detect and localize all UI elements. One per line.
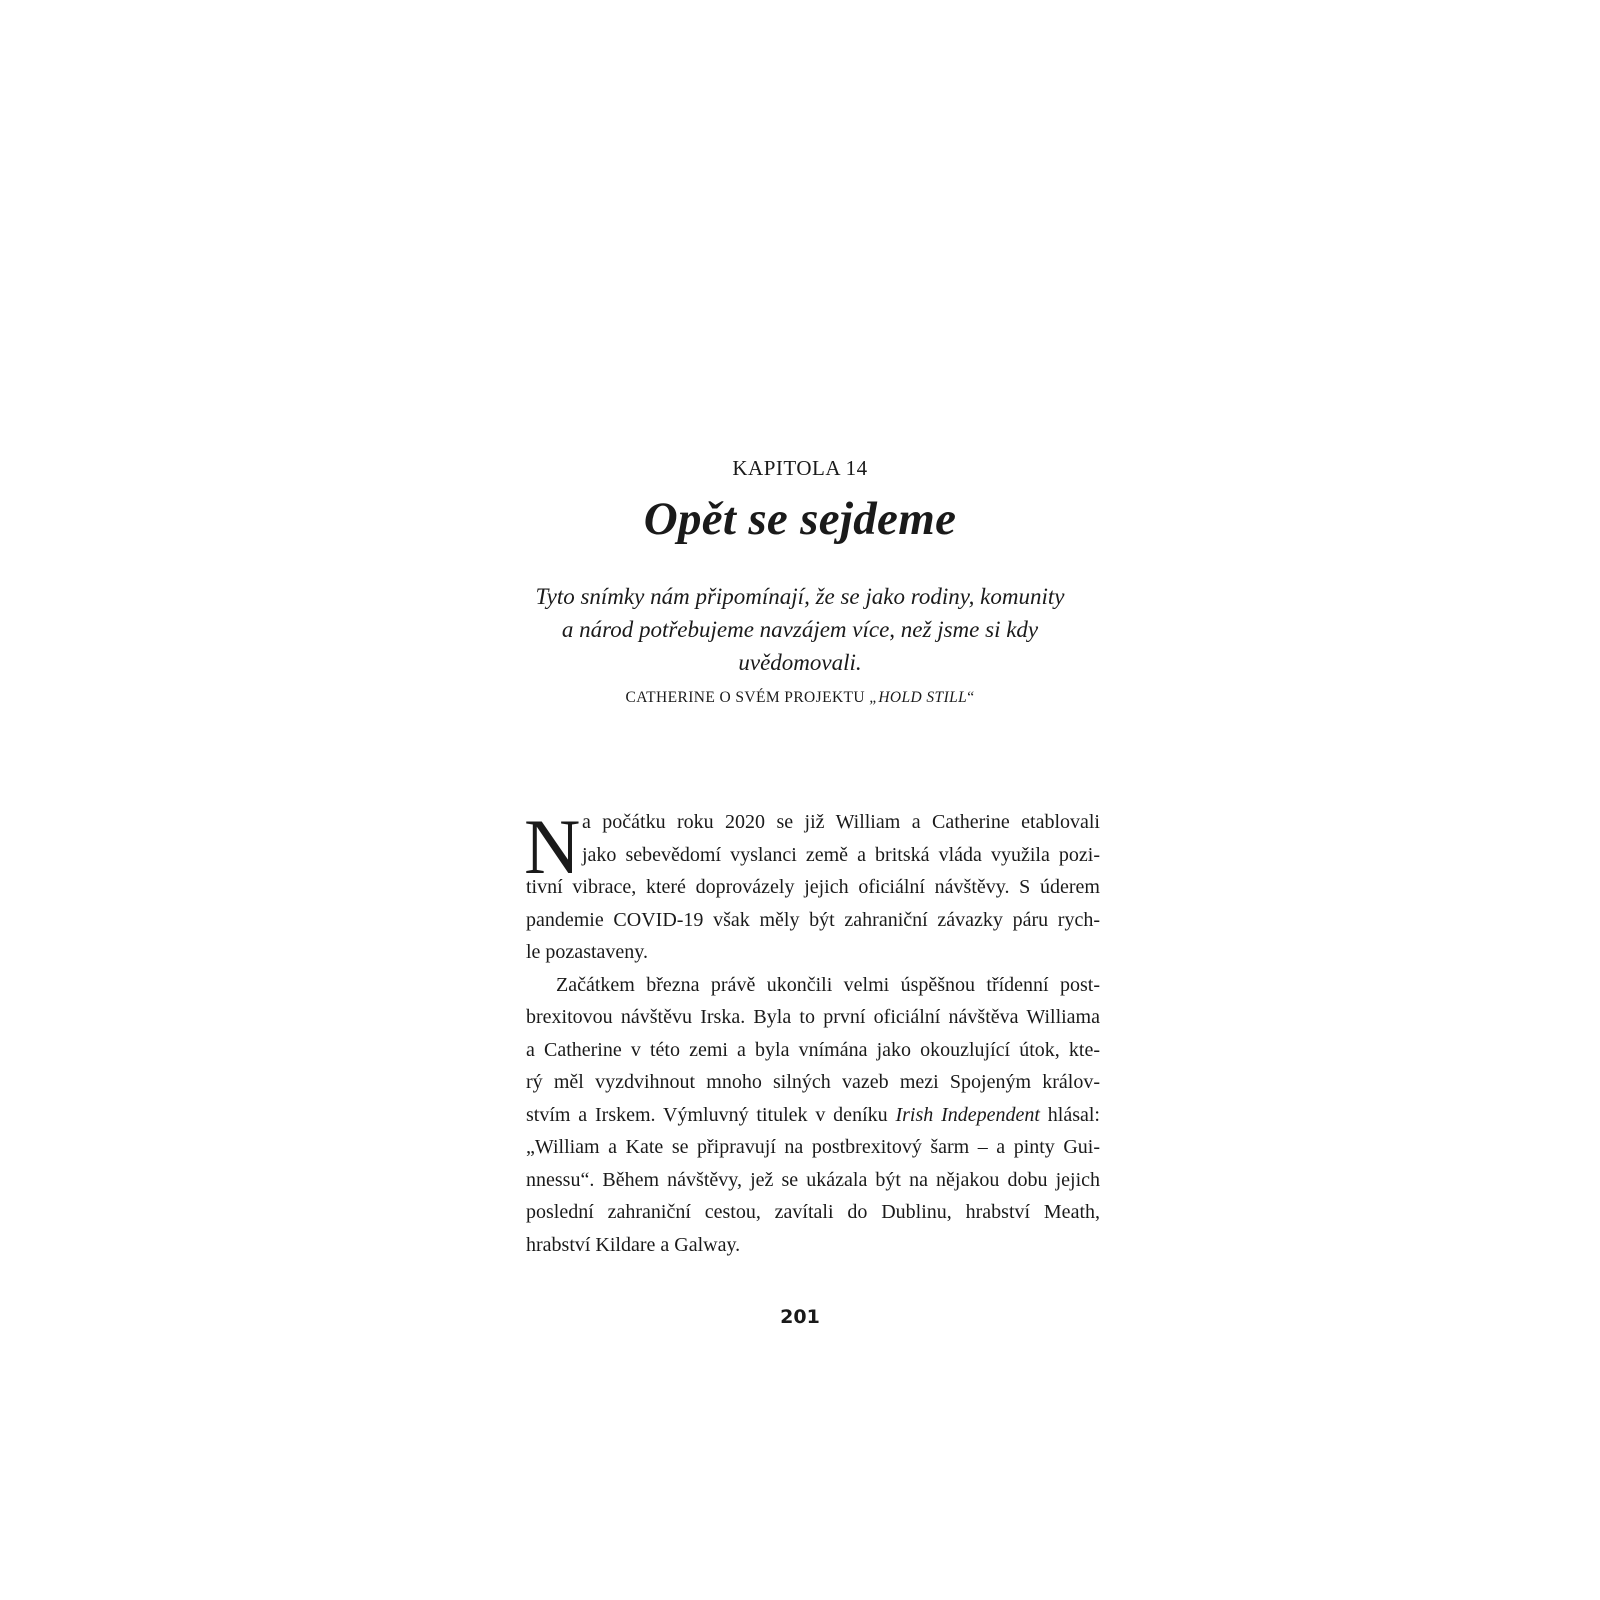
newspaper-name: Irish Independent [895,1103,1040,1126]
paragraph-line [526,1099,1100,1132]
epigraph-attribution [500,690,1100,706]
epigraph [500,580,1100,679]
paragraph-line: „William a Kate se připravují na postbrexitový šarm – a pinty Gui- [526,1136,1100,1158]
paragraph-line: rý měl vyzdvihnout mnoho silných vazeb mezi Spojeným králov- [526,1071,1100,1093]
paragraph-line: hrabství Kildare a Galway. [526,1233,741,1256]
paragraph-line: le pozastaveny. [526,941,648,963]
page-number: 201 [780,1306,820,1328]
chapter-title: Opět se sejdeme [643,493,957,545]
body-text [524,803,1100,1261]
attribution-prefix: CATHERINE O SVÉM PROJEKTU [625,689,870,706]
paragraph-line: tivní vibrace, které doprovázely jejich oficiální návštěvy. S úderem [526,876,1100,898]
paragraph-line: brexitovou návštěvu Irska. Byla to první oficiální návštěva Williama [526,1006,1100,1028]
paragraph-line: pandemie COVID-19 však měly být zahraniční závazky páru rych- [526,908,1100,931]
attribution-quote-open: „ [869,689,879,706]
paragraph-line: a Catherine v této zemi a byla vnímána jako okouzlující útok, kte- [526,1038,1100,1061]
paragraph-line: jako sebevědomí vyslanci země a britská vláda využila pozi- [582,843,1100,866]
epigraph-line: uvědomovali. [738,650,862,675]
paragraph-line: nnessu“. Během návštěvy, jež se ukázala být na nějakou dobu jejich [526,1168,1100,1191]
paragraph-line: poslední zahraniční cestou, zavítali do Dublinu, hrabství Meath, [526,1201,1100,1223]
attribution-quote-close: “ [967,689,975,706]
chapter-label: KAPITOLA 14 [732,456,868,480]
drop-cap: N [524,803,581,890]
epigraph-line: Tyto snímky nám připomínají, že se jako rodiny, komunity [535,584,1065,609]
epigraph-line: a národ potřebujeme navzájem více, než jsme si kdy [561,617,1039,642]
paragraph-line: a počátku roku 2020 se již William a Catherine etablovali [582,811,1100,833]
attribution-project-name: HOLD STILL [878,689,968,706]
paragraph-line: Začátkem března právě ukončili velmi úspěšnou třídenní post- [556,973,1100,996]
line-text: stvím a Irskem. Výmluvný titulek v deníku [526,1103,896,1126]
line-text: hlásal: [1039,1103,1100,1126]
